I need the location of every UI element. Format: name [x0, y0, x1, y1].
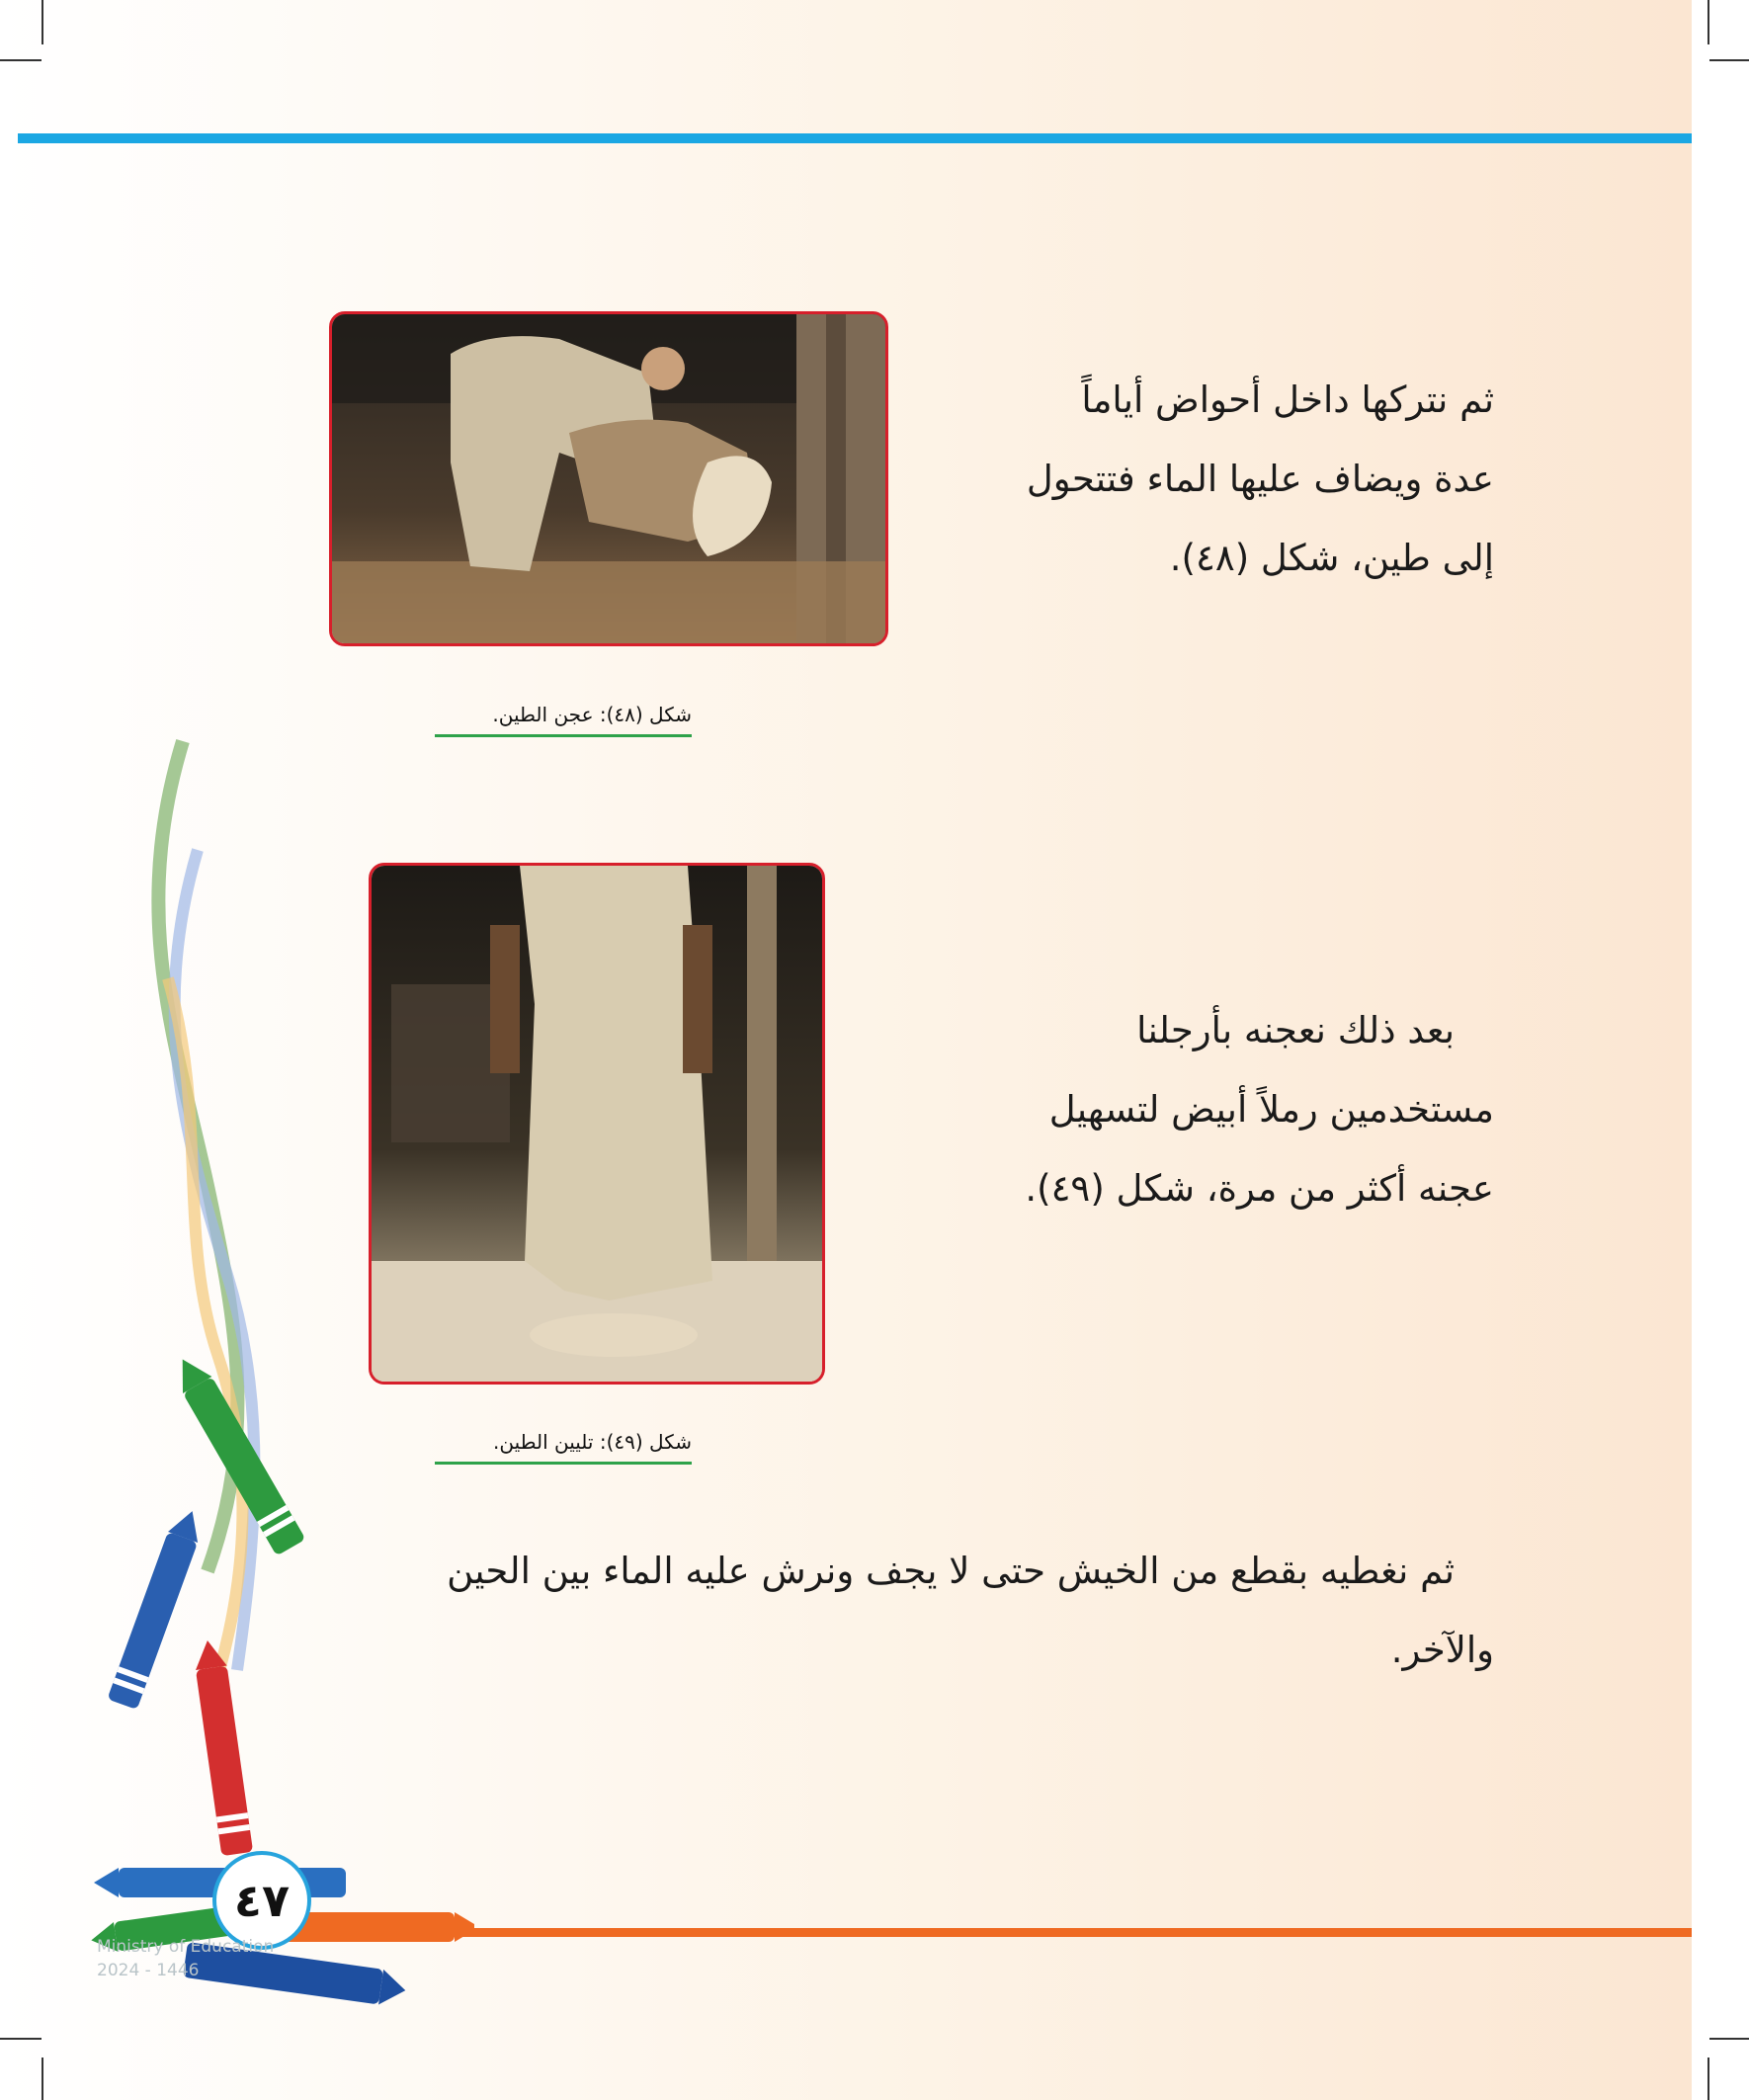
paragraph-3 — [358, 1532, 1494, 1690]
page-number: ٤٧ — [212, 1851, 311, 1950]
paragraph-line: بعد ذلك نعجنه بأرجلنا — [1136, 1009, 1455, 1051]
top-accent-bar — [18, 133, 1692, 143]
red-crayon-icon — [192, 1638, 253, 1856]
crop-mark — [1709, 59, 1749, 61]
paragraph-line: والآخر. — [1390, 1629, 1494, 1671]
paragraph-line: مستخدمين رملاً أبيض لتسهيل — [1048, 1088, 1494, 1131]
crop-mark — [0, 2038, 42, 2040]
blue-crayon-icon — [107, 1506, 207, 1710]
paragraph-line: عجنه أكثر من مرة، شكل (٤٩). — [1025, 1167, 1494, 1210]
crop-mark — [1709, 2038, 1749, 2040]
paragraph-line: ثم نتركها داخل أحواض أياماً — [1081, 378, 1494, 421]
crayon-decoration — [59, 721, 474, 2046]
crop-mark — [0, 59, 42, 61]
paragraph-line: عدة ويضاف عليها الماء فتتحول — [1026, 458, 1494, 500]
crop-mark — [42, 0, 43, 44]
figure-48-photo — [329, 311, 888, 646]
ministry-year: 2024 - 1446 — [97, 1961, 200, 1980]
figure-48-caption: شكل (٤٨): عجن الطين. — [435, 703, 692, 737]
bottom-accent-bar — [326, 1928, 1692, 1937]
paragraph-line: ثم نغطيه بقطع من الخيش حتى لا يجف ونرش عليه الماء بين الحين — [447, 1550, 1455, 1592]
paragraph-line: إلى طين، شكل (٤٨). — [1169, 537, 1494, 579]
figure-49-caption: شكل (٤٩): تليين الطين. — [435, 1430, 692, 1465]
paragraph-2 — [783, 991, 1494, 1228]
ministry-label: Ministry of Education — [97, 1937, 275, 1957]
paragraph-1 — [783, 361, 1494, 598]
crop-mark — [1707, 0, 1709, 44]
crop-mark — [1707, 2058, 1709, 2100]
clay-kneading-photo — [332, 314, 885, 643]
crop-mark — [42, 2058, 43, 2100]
ministry-watermark — [97, 1935, 274, 1982]
